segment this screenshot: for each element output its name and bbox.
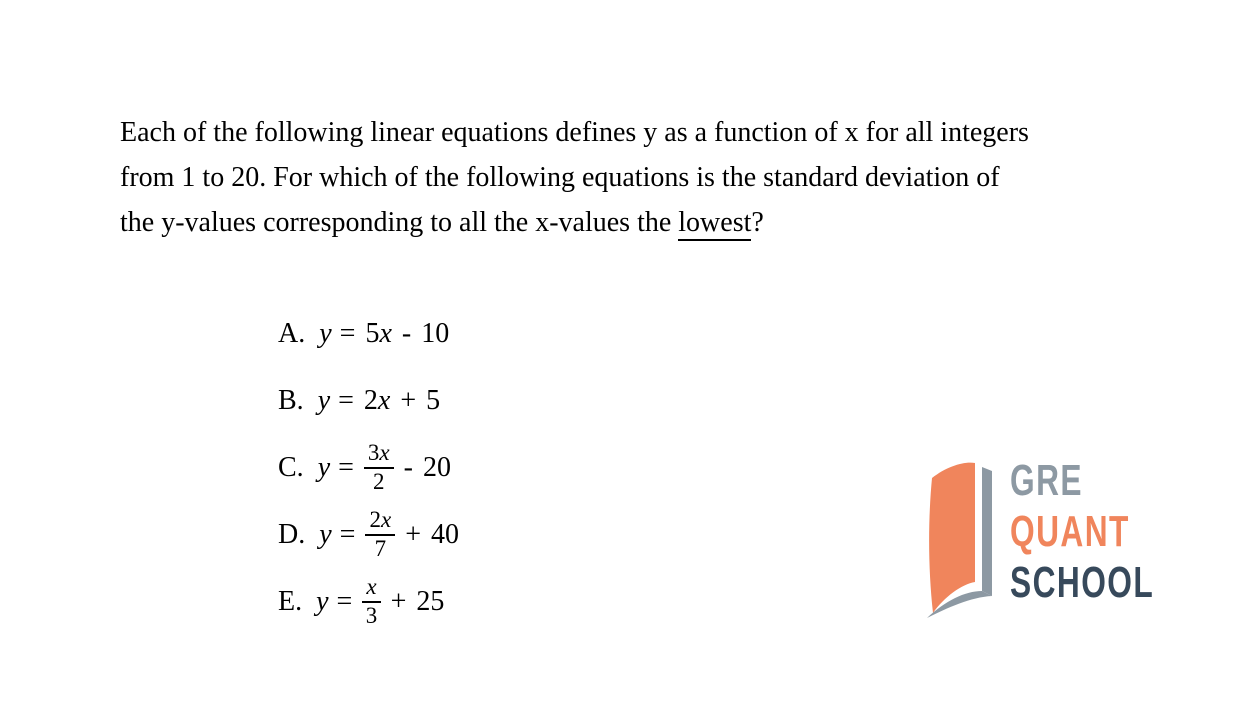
logo-line-school: SCHOOL <box>1010 557 1155 607</box>
variable: x <box>379 439 390 465</box>
fraction-denominator: 2 <box>373 468 385 494</box>
choice-row-b <box>278 367 459 434</box>
equation-lhs: y <box>317 451 331 483</box>
fraction <box>364 441 394 495</box>
equals-sign: = <box>338 451 354 483</box>
equation-term <box>364 385 390 417</box>
choice-letter: E. <box>278 585 303 617</box>
coefficient: 5 <box>365 317 380 349</box>
logo-line-gre: GRE <box>1010 455 1083 505</box>
constant: 20 <box>422 451 451 483</box>
choice-row-d <box>278 501 459 568</box>
fraction-denominator: 7 <box>374 535 387 561</box>
logo-line-quant: QUANT <box>1010 506 1130 556</box>
coefficient: 3 <box>367 439 380 465</box>
question-line-3-before: the y-values corresponding to all the x-values the <box>120 207 679 238</box>
choice-row-c <box>278 434 459 501</box>
question-line-3 <box>120 200 1029 245</box>
variable: x <box>377 384 391 416</box>
book-logo-icon <box>927 458 995 622</box>
variable: x <box>379 317 392 349</box>
constant: 40 <box>430 518 459 550</box>
operator-sign: + <box>405 518 421 550</box>
book-page-orange <box>929 463 975 613</box>
variable: x <box>380 506 392 532</box>
choice-letter: C. <box>278 451 304 483</box>
question-text <box>120 110 1029 245</box>
choice-letter: D. <box>278 518 306 550</box>
logo-wordmark <box>1010 455 1210 608</box>
operator-sign: + <box>390 585 407 617</box>
constant: 25 <box>416 585 445 617</box>
equation-term <box>365 318 391 350</box>
question-line-2: from 1 to 20. For which of the following equations is the standard deviation of <box>120 162 1000 193</box>
choice-row-e <box>278 568 459 635</box>
choice-row-a <box>278 300 459 367</box>
operator-sign: - <box>401 317 412 349</box>
equation-lhs: y <box>316 585 329 617</box>
fraction-numerator <box>362 575 380 603</box>
underlined-word: lowest <box>678 207 751 241</box>
question-line-1: Each of the following linear equations defines y as a function of x for all integers <box>120 117 1029 148</box>
equation-lhs: y <box>319 317 332 349</box>
fraction-numerator <box>365 508 395 536</box>
coefficient: 2 <box>369 506 381 532</box>
coefficient: 2 <box>363 384 378 416</box>
gre-quant-school-logo <box>927 455 1210 622</box>
fraction-denominator: 3 <box>365 602 378 628</box>
fraction-numerator <box>364 441 394 469</box>
book-spine-gray <box>982 467 992 596</box>
equation-lhs: y <box>317 384 331 416</box>
fraction <box>362 575 380 629</box>
variable: x <box>366 573 377 599</box>
equals-sign: = <box>338 384 354 416</box>
choice-letter: B. <box>278 384 304 416</box>
choice-letter: A. <box>278 317 306 349</box>
constant: 5 <box>426 384 441 416</box>
equals-sign: = <box>339 518 356 550</box>
equation-lhs: y <box>319 518 332 550</box>
equals-sign: = <box>336 585 353 617</box>
answer-choices <box>278 300 459 635</box>
operator-sign: + <box>400 384 417 416</box>
constant: 10 <box>421 317 450 349</box>
operator-sign: - <box>403 451 413 483</box>
question-line-3-after: ? <box>751 207 764 238</box>
fraction <box>365 508 395 562</box>
equals-sign: = <box>339 317 356 349</box>
